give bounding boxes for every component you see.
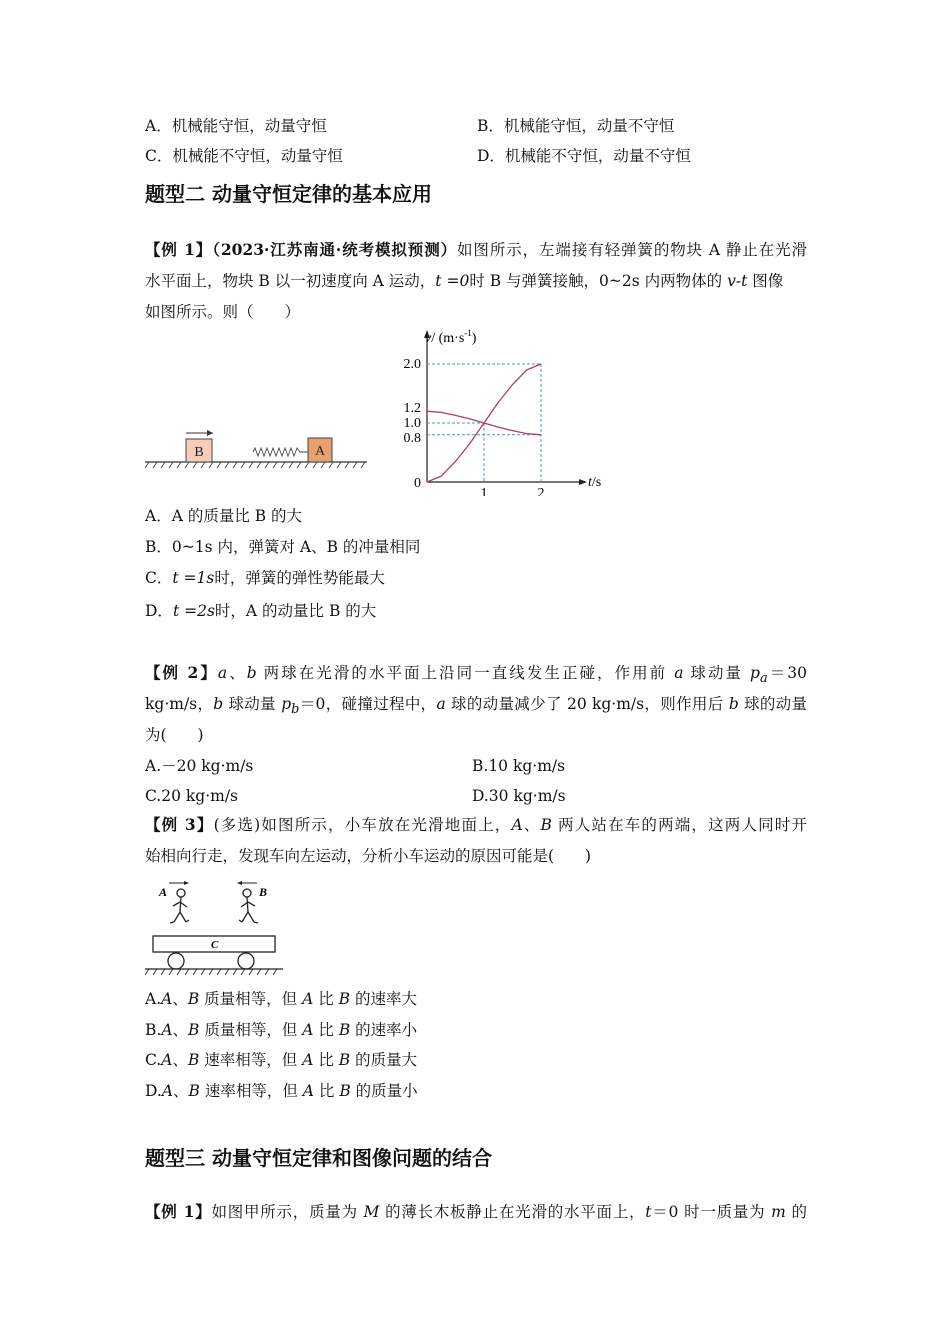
ex3-var: B [338,1051,351,1069]
ex3-var: B [540,816,552,834]
ex3-option-prefix: D. [145,1082,162,1100]
ex1-text: 时 B 与弹簧接触，0~2s 内两物体的 [469,272,728,290]
ex4-var: m [771,1203,786,1221]
q0-option-b: B．机械能守恒，动量不守恒 [477,117,675,135]
ex2-var: p [281,695,292,713]
ex2-text: ＝0，碰撞过程中， [299,695,437,713]
ex1-blocks-figure [145,424,370,474]
ex2-text: 球动量 [683,664,751,682]
ex3-text: 的质量大 [350,1051,418,1069]
ex3-var: B [188,1021,200,1039]
ex3-text: 、 [173,1082,189,1100]
ex4-text: ＝0 时一质量为 [651,1203,772,1221]
ex4-tag: 【例 1】 [145,1202,212,1221]
ex2-var: a [217,664,228,682]
ex2-line-2 [145,694,807,720]
q0-option-d: D．机械能不守恒，动量不守恒 [477,147,691,165]
ex3-var: B [188,1082,200,1100]
ex2-text: 、 [227,664,247,682]
ex1-option-c-prefix: C． [145,569,173,587]
y-tick-label: 0 [414,476,421,491]
ex1-line-3: 如图所示。则（ ） [145,303,301,321]
ex1-tag: 【例 1】 [145,240,213,259]
ex3-var: A [161,1082,174,1100]
spring [253,448,308,456]
ex1-vt: v-t [727,272,748,290]
block-a-label: A [314,444,326,459]
ex2-line-1 [145,663,807,689]
ex3-option-prefix: A. [145,990,162,1008]
ex4-line-1 [145,1202,807,1222]
ex1-text: 图像 [747,272,784,290]
ex3-tag: 【例 3】 [145,815,214,834]
block-b-label: B [194,445,204,460]
ex2-option-a: A.－20 kg·m/s [145,757,254,775]
ex1-text: 如图所示，左端接有轻弹簧的物块 A 静止在光滑 [457,241,807,259]
y-tick-label: 1.2 [403,401,421,417]
section-2-title: 题型二 动量守恒定律的基本应用 [145,182,432,206]
ex3-text: 比 [313,1082,340,1100]
ex1-source: （2023·江苏南通·统考模拟预测） [212,240,458,259]
ex3-var: A [161,1021,173,1039]
ex3-var: A [161,990,173,1008]
ex4-var: t [645,1203,652,1221]
ex4-text: 的 [785,1203,808,1221]
ex3-text: 速率相等，但 [199,1082,303,1100]
ex3-option-prefix: B. [145,1021,162,1039]
ex3-text: 比 [313,1021,339,1039]
ex3-text: 比 [313,1051,339,1069]
ex2-option-d: D.30 kg·m/s [472,787,566,805]
x-tick-label: 2 [537,486,545,496]
ex3-var: A [302,1021,314,1039]
ex2-subscript: a [759,671,768,687]
ex2-text: 两球在光滑的水平面上沿同一直线发生正碰，作用前 [256,664,675,682]
y-tick-label: 1.0 [403,416,421,431]
ex2-var: p [750,664,760,682]
ex3-line-1 [145,815,807,835]
ex2-text: 球的动量减少了 20 kg·m/s，则作用后 [445,695,729,713]
ex3-text: 质量相等，但 [199,990,303,1008]
ex3-text: 两人站在车的两端，这两人同时开 [551,816,807,834]
ex3-var: B [338,1021,351,1039]
x-tick-label: 1 [480,486,488,496]
person-b-label: B [259,885,268,899]
ex4-text: 如图甲所示，质量为 [211,1203,364,1221]
ex2-text: 球动量 [223,695,282,713]
y-tick-label: 2.0 [403,357,421,372]
ex1-option-d [145,601,376,621]
ex3-text: 比 [313,990,339,1008]
ex3-option-d [145,1081,418,1101]
ex2-var: b [728,695,739,713]
ex3-text: 、 [172,1051,188,1069]
ex3-var: B [339,1082,351,1100]
person-a-label: A [159,885,168,899]
ex3-text: 、 [522,816,541,834]
ex3-cart-figure [145,876,290,978]
section-3-title: 题型三 动量守恒定律和图像问题的结合 [145,1146,492,1170]
ex1-option-c-text: 时，弹簧的弹性势能最大 [214,569,385,587]
ex3-text: 的质量小 [350,1082,418,1100]
ex1-line-1 [145,240,807,260]
ex3-text: 、 [172,1021,189,1039]
ex1-line-2 [145,271,783,291]
ex3-option-c [145,1050,417,1070]
cart-label: C [211,939,219,951]
ex1-option-b: B．0~1s 内，弹簧对 A、B 的冲量相同 [145,538,421,556]
ex3-option-a [145,989,417,1009]
x-axis-label: t/s [588,475,602,490]
ex1-option-d-time: t =2s [172,602,215,620]
ex2-text: kg·m/s， [145,695,214,713]
ex1-t-eq: t =0 [435,272,470,290]
ex3-var: B [338,990,351,1008]
ex3-text: 、 [172,990,188,1008]
ex3-var: A [302,1082,314,1100]
ex1-option-d-text: 时，A 的动量比 B 的大 [214,602,377,620]
ex3-var: A [302,990,314,1008]
q0-option-c: C．机械能不守恒，动量守恒 [145,147,343,165]
cart-wheel-left [168,953,184,969]
ex2-subscript: b [291,702,300,718]
ex1-option-d-prefix: D． [145,602,173,620]
ex1-option-a: A．A 的质量比 B 的大 [145,507,303,525]
ex1-text: 水平面上，物块 B 以一初速度向 A 运动， [145,272,436,290]
ex2-line-3: 为( ) [145,726,204,744]
ex2-option-c: C.20 kg·m/s [145,787,238,805]
q0-option-a: A．机械能守恒，动量守恒 [145,117,327,135]
ex3-var: A [511,816,523,834]
y-axis-label: v/ $(m\cdot s^{-1})$ [425,328,477,346]
cart-wheel-right [238,953,254,969]
person-a [170,889,189,923]
ex3-var: B [187,1051,200,1069]
ex3-option-b [145,1020,417,1040]
ex3-var: A [302,1051,314,1069]
ex3-line-2: 始相向行走，发现车向左运动，分析小车运动的原因可能是( ) [145,847,592,865]
ex2-var: a [436,695,446,713]
ex1-option-c [145,568,385,588]
ex1-vt-chart [385,326,625,496]
ex2-var: b [246,664,257,682]
person-b [239,889,258,923]
ex3-text: 的速率小 [350,1021,418,1039]
ex3-var: B [187,990,200,1008]
ex4-text: 的薄长木板静止在光滑的水平面上， [379,1203,646,1221]
ex2-option-b: B.10 kg·m/s [472,757,566,775]
ex3-option-prefix: C. [145,1051,162,1069]
ex2-tag: 【例 2】 [145,663,218,682]
ex3-text: 的速率大 [350,990,417,1008]
y-tick-label: 0.8 [403,430,421,446]
ex3-text: 质量相等，但 [199,1021,303,1039]
ex3-text: 速率相等，但 [199,1051,303,1069]
ex2-text: 球的动量 [738,695,807,713]
ex3-text: (多选)如图所示，小车放在光滑地面上， [213,816,512,834]
ex2-var: a [674,664,684,682]
ex3-var: A [161,1051,173,1069]
ex2-var: b [213,695,224,713]
ex2-text: ＝30 [767,664,808,682]
ex1-option-c-time: t =1s [172,569,215,587]
ex4-var: M [363,1203,380,1221]
